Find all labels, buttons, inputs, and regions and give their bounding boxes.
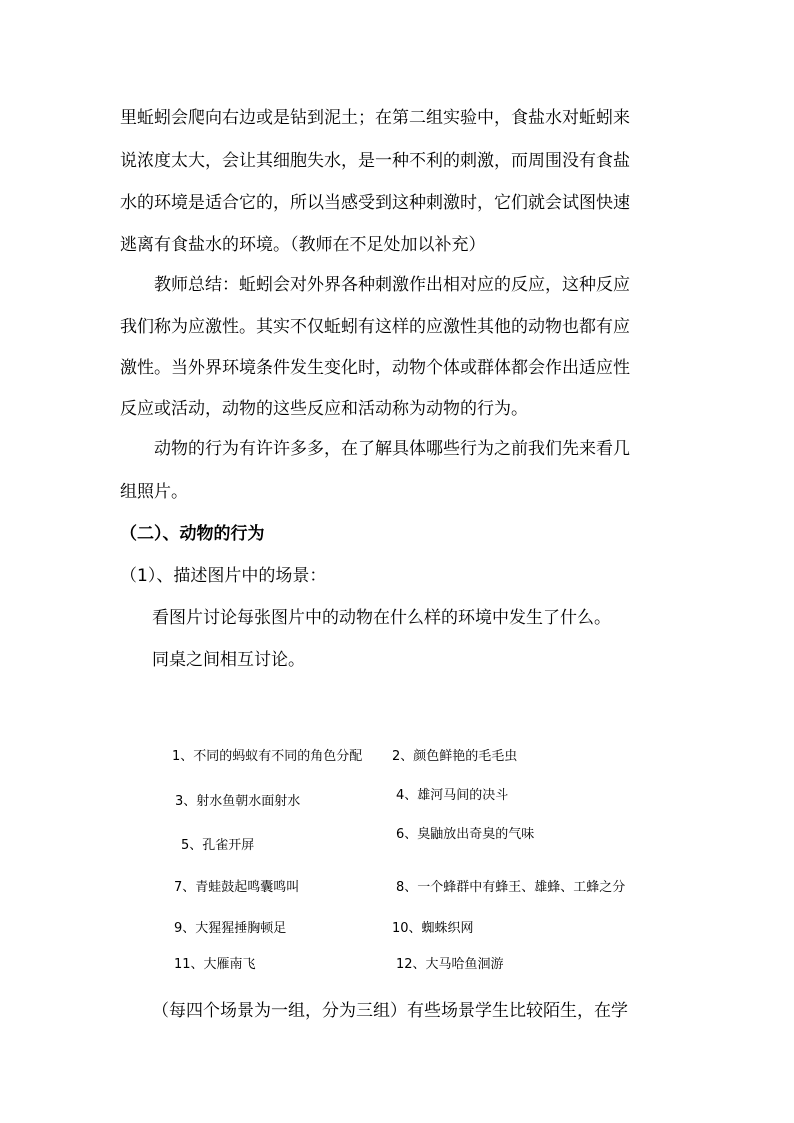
scene-item: 6、臭鼬放出奇臭的气味 [396,827,535,842]
paragraph-line: 逃离有食盐水的环境。（教师在不足处加以补充） [120,235,486,255]
paragraph-line: 水的环境是适合它的，所以当感受到这种刺激时，它们就会试图快速 [120,193,630,213]
scene-item: 1、不同的蚂蚁有不同的角色分配 [172,749,363,764]
scene-item: 12、大马哈鱼洄游 [396,957,504,972]
scene-item: 7、青蛙鼓起鸣囊鸣叫 [174,880,300,895]
instruction-line: 看图片讨论每张图片中的动物在什么样的环境中发生了什么。 [152,608,611,628]
paragraph-line: 里蚯蚓会爬向右边或是钻到泥土；在第二组实验中，食盐水对蚯蚓来 [120,108,630,128]
paragraph-line: 动物的行为有许许多多，在了解具体哪些行为之前我们先来看几 [154,439,630,459]
scene-item: 9、大猩猩捶胸顿足 [174,921,287,936]
scene-item: 11、大雁南飞 [174,957,256,972]
scene-item: 8、一个蜂群中有蜂王、雄蜂、工蜂之分 [396,880,626,895]
scene-item: 10、蜘蛛织网 [392,921,474,936]
paragraph-line: 教师总结：蚯蚓会对外界各种刺激作出相对应的反应，这种反应 [154,275,630,295]
scene-item: 3、射水鱼朝水面射水 [175,794,301,809]
paragraph-line: 反应或活动，动物的这些反应和活动称为动物的行为。 [120,399,528,419]
subsection-heading: （1）、描述图片中的场景： [120,566,327,586]
paragraph-line: 说浓度太大，会让其细胞失水，是一种不利的刺激，而周围没有食盐 [120,151,630,171]
paragraph-line: （每四个场景为一组，分为三组）有些场景学生比较陌生，在学 [152,1001,628,1021]
paragraph-line: 激性。当外界环境条件发生变化时，动物个体或群体都会作出适应性 [120,358,630,378]
paragraph-line: 组照片。 [120,482,188,502]
section-heading: （二）、动物的行为 [120,524,265,544]
paragraph-line: 我们称为应激性。其实不仅蚯蚓有这样的应激性其他的动物也都有应 [120,317,630,337]
instruction-line: 同桌之间相互讨论。 [152,650,305,670]
scene-item: 4、雄河马间的决斗 [396,788,509,803]
scene-item: 5、孔雀开屏 [181,838,255,853]
scene-item: 2、颜色鲜艳的毛毛虫 [392,749,518,764]
